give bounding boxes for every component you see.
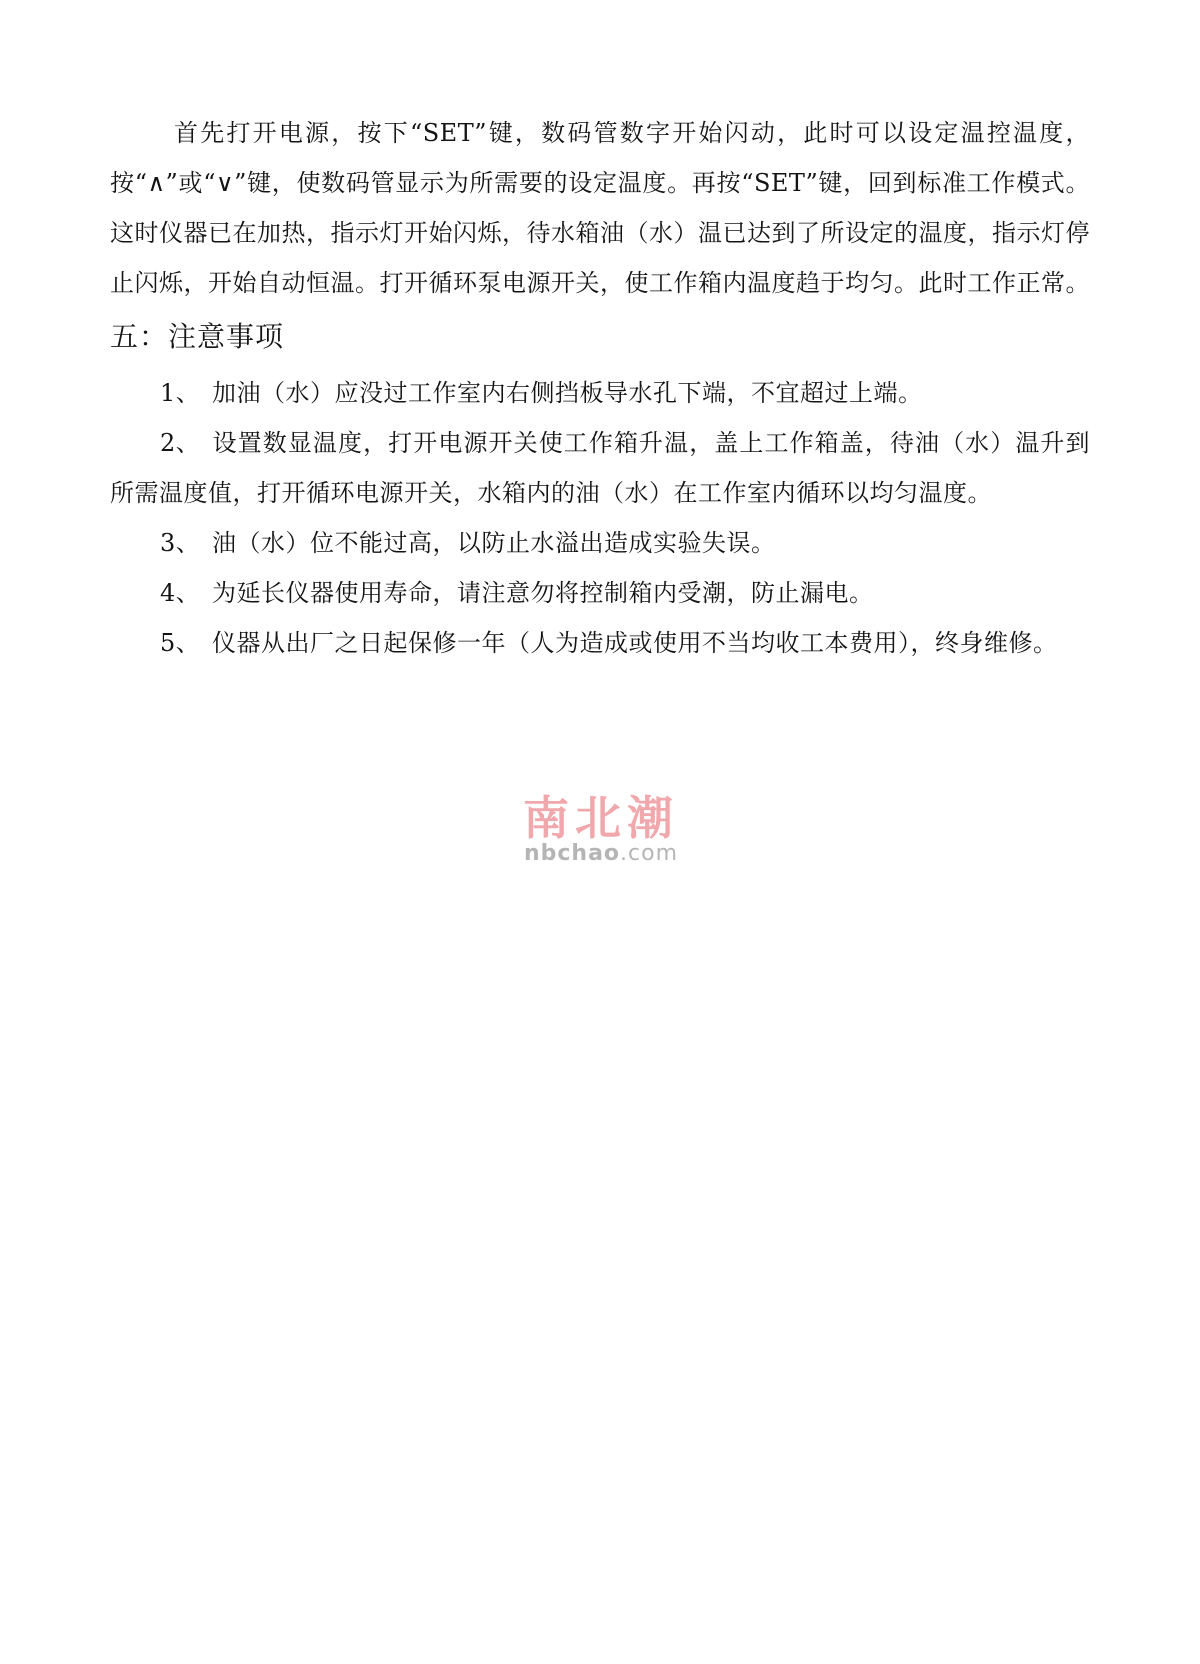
watermark-domain xyxy=(516,842,686,866)
notes-list xyxy=(110,368,1090,668)
note-item-4 xyxy=(110,568,1090,618)
note-item-2 xyxy=(110,418,1090,518)
document-body xyxy=(110,108,1090,668)
note-item-1 xyxy=(110,368,1090,418)
section-title: 五：注意事项 xyxy=(110,320,285,353)
note-text: 设置数显温度，打开电源开关使工作箱升温，盖上工作箱盖，待油（水）温升到所需温度值，打开循环电源开关，水箱内的油（水）在工作室内循环以均匀温度。 xyxy=(110,429,1090,507)
watermark-logo xyxy=(516,791,686,866)
note-text: 油（水）位不能过高，以防止水溢出造成实验失误。 xyxy=(212,529,776,557)
note-item-3 xyxy=(110,518,1090,568)
note-number: 5、 xyxy=(160,629,201,657)
watermark-domain-suffix: .com xyxy=(620,841,679,866)
intro-paragraph: 首先打开电源，按下“SET”键，数码管数字开始闪动，此时可以设定温控温度，按“∧”或“∨”键，使数码管显示为所需要的设定温度。再按“SET”键，回到标准工作模式。这时仪器已在加热，指示灯开始闪烁，待水箱油（水）温已达到了所设定的温度，指示灯停止闪烁，开始自动恒温。打开循环泵电源开关，使工作箱内温度趋于均匀。此时工作正常。 xyxy=(110,119,1090,297)
note-text: 仪器从出厂之日起保修一年（人为造成或使用不当均收工本费用），终身维修。 xyxy=(212,629,1058,657)
note-text: 为延长仪器使用寿命，请注意勿将控制箱内受潮，防止漏电。 xyxy=(212,579,874,607)
note-number: 3、 xyxy=(160,529,201,557)
watermark-domain-main: nbchao xyxy=(523,841,621,866)
note-number: 4、 xyxy=(160,579,201,607)
watermark-chinese: 南北潮 xyxy=(523,791,679,845)
note-item-5 xyxy=(110,618,1090,668)
note-number: 1、 xyxy=(160,379,201,407)
note-number: 2、 xyxy=(160,429,201,457)
note-text: 加油（水）应没过工作室内右侧挡板导水孔下端，不宜超过上端。 xyxy=(212,379,923,407)
